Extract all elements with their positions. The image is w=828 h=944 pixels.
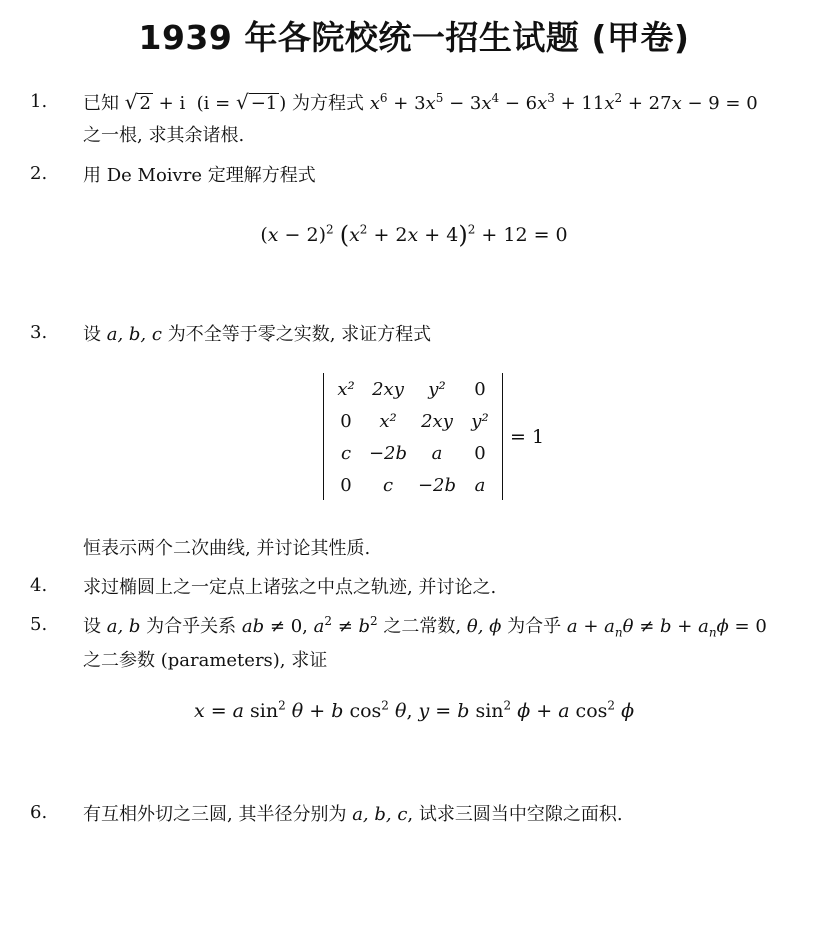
problem-5-line-2: 之二参数 (parameters), 求证 [83,650,328,671]
page-title: 1939 年各院校统一招生试题 (甲卷) [138,18,690,57]
det-cell: y² [471,411,489,432]
determinant-grid [324,373,502,500]
problem-5-vars-ab: a, b [106,616,141,637]
problem-1-equation: $x^6 + 3x^5 - 3x^4 - 6x^3 + 11x^2 + 27x - 9 = 0$ [369,91,758,114]
problem-6-text-b: , 试求三圆当中空隙之面积. [407,804,623,825]
problem-3-after: 恒表示两个二次曲线, 并讨论其性质. [83,538,371,559]
problem-3-variables: a, b, c [106,324,162,345]
det-cell: 0 [474,443,486,464]
det-cell: −2b [368,443,408,464]
det-cell: x² [337,379,355,400]
problem-3-text-b: 为不全等于零之实数, 求证方程式 [167,324,432,345]
problem-2-number: 2. [30,163,48,184]
det-cell: 0 [474,379,486,400]
problem-1-text-prefix: 已知 [83,93,119,114]
det-cell: x² [379,411,397,432]
det-cell: a [431,443,443,464]
problem-1-root-expression: √ 2 + i (i = √ −1 ) [124,90,287,114]
problem-5-text-c: 之二常数, [383,616,462,637]
det-cell: −2b [417,475,457,496]
problem-6-text-a: 有互相外切之三圆, 其半径分别为 [83,804,347,825]
problem-5-text-b: 为合乎关系 [146,616,237,637]
det-cell: y² [428,379,446,400]
problem-2-equation: $(x - 2)^2$ $(x^2 + 2x + 4)^2 + 12 = 0$ [260,221,568,249]
problem-1-number: 1. [30,91,48,112]
problem-6-radii: a, b, c [352,804,408,825]
problem-1-line-1 [83,89,758,115]
problem-1-line-2: 之一根, 求其余诸根. [83,125,245,146]
det-cell: c [340,443,352,464]
problem-5-line-1 [83,612,767,638]
problem-3-line [83,320,431,346]
problem-2-text: 用 De Moivre 定理解方程式 [83,165,316,186]
determinant-equals: = 1 [510,426,545,448]
det-cell: 0 [340,411,352,432]
problem-5-condition: $a + a_n\theta \ne b + a_n\phi = 0$ [566,616,767,640]
det-cell: 2xy [372,379,404,400]
problem-6-line [83,800,623,826]
det-cell: c [382,475,394,496]
problem-3-text-a: 设 [83,324,101,345]
problem-6-number: 6. [30,802,48,823]
problem-4-text: 求过椭圆上之一定点上诸弦之中点之轨迹, 并讨论之. [83,577,497,598]
problem-5-number: 5. [30,614,48,635]
det-cell: a [474,475,486,496]
problem-5-relation: ab ≠ 0, $a^2 \ne b^2$ [241,614,378,637]
problem-5-text-a: 设 [83,616,101,637]
det-cell: 2xy [421,411,453,432]
problem-4-number: 4. [30,575,48,596]
problem-5-vars-theta-phi: θ, ϕ [466,616,502,637]
problem-3-number: 3. [30,322,48,343]
problem-5-equation: x = a $\sin^2 \theta + b$ $\cos^2 \theta$, y = b $\sin^2 \phi + a$ $\cos^2 \phi$ [193,698,635,722]
problem-5-text-d: 为合乎 [507,616,562,637]
problem-1-text-suffix: 为方程式 [292,93,365,114]
det-cell: 0 [340,475,352,496]
determinant [323,373,503,500]
